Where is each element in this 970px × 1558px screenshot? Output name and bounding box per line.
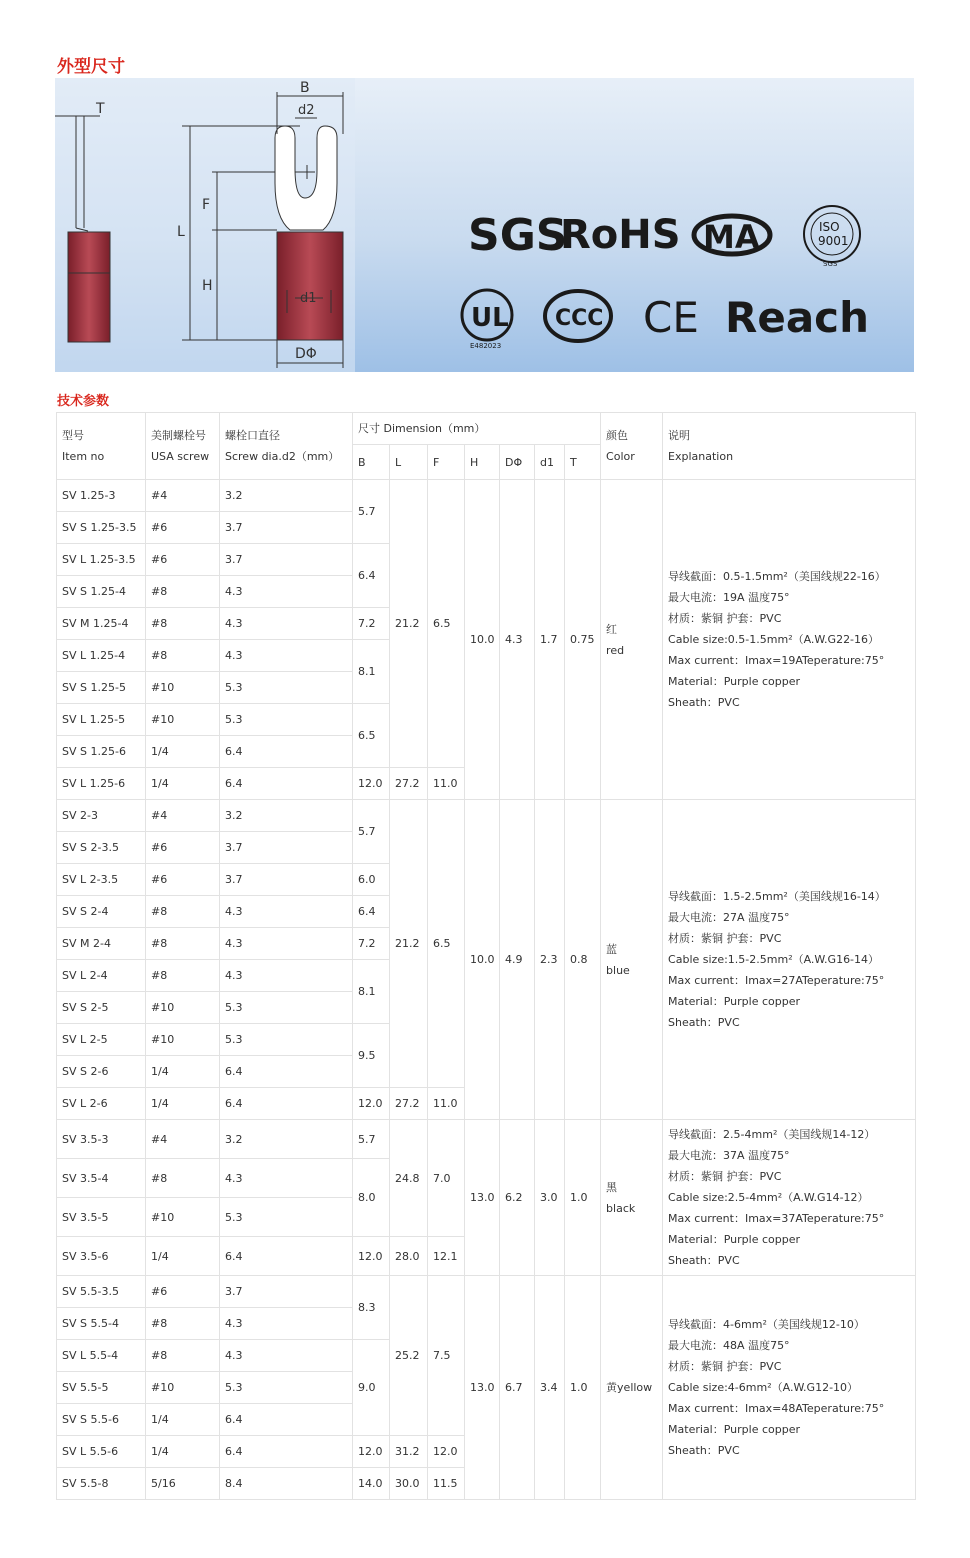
- explanation-cell: 导线截面：1.5-2.5mm²（美国线规16-14） 最大电流：27A 温度75° 材质：紫铜 护套：PVC Cable size:1.5-2.5mm²（A.W.G16-14） Max current：Imax=27ATeperature:75° Material：Purple copper Sheath：PVC: [663, 800, 916, 1120]
- B-cell: 8.3: [353, 1276, 390, 1340]
- item-cell: SV S 5.5-4: [57, 1308, 146, 1340]
- ma-logo: [694, 216, 770, 256]
- table-row: [57, 800, 916, 832]
- usa-cell: #8: [146, 1340, 220, 1372]
- header-explanation: 说明 Explanation: [663, 413, 916, 480]
- header-T: T: [565, 445, 601, 480]
- L-cell: 21.2: [390, 480, 428, 768]
- F-cell: 7.0: [428, 1120, 465, 1237]
- B-cell: 6.4: [353, 544, 390, 608]
- usa-cell: #6: [146, 512, 220, 544]
- item-cell: SV 3.5-3: [57, 1120, 146, 1159]
- dimension-banner: [55, 78, 914, 372]
- item-cell: SV 1.25-3: [57, 480, 146, 512]
- header-dimension: 尺寸 Dimension（mm）: [353, 413, 601, 445]
- item-cell: SV L 2-4: [57, 960, 146, 992]
- item-cell: SV S 1.25-5: [57, 672, 146, 704]
- header-color: 颜色 Color: [601, 413, 663, 480]
- B-cell: 8.1: [353, 640, 390, 704]
- screw-cell: 3.2: [220, 1120, 353, 1159]
- item-cell: SV 5.5-8: [57, 1468, 146, 1500]
- header-L: L: [390, 445, 428, 480]
- label-T: T: [96, 101, 105, 117]
- screw-cell: 4.3: [220, 1308, 353, 1340]
- B-cell: 6.0: [353, 864, 390, 896]
- B-cell: 12.0: [353, 1237, 390, 1276]
- label-B: B: [300, 80, 310, 96]
- B-cell: 6.4: [353, 896, 390, 928]
- usa-cell: #10: [146, 1372, 220, 1404]
- L-cell: 28.0: [390, 1237, 428, 1276]
- usa-cell: #4: [146, 1120, 220, 1159]
- D-cell: 6.2: [500, 1120, 535, 1276]
- screw-cell: 3.7: [220, 544, 353, 576]
- header-F: F: [428, 445, 465, 480]
- screw-cell: 3.7: [220, 512, 353, 544]
- usa-cell: 1/4: [146, 1088, 220, 1120]
- item-cell: SV S 1.25-4: [57, 576, 146, 608]
- screw-cell: 6.4: [220, 1237, 353, 1276]
- screw-cell: 6.4: [220, 1056, 353, 1088]
- B-cell: 12.0: [353, 768, 390, 800]
- F-cell: 7.5: [428, 1276, 465, 1436]
- D-cell: 4.9: [500, 800, 535, 1120]
- usa-cell: 1/4: [146, 1404, 220, 1436]
- B-cell: 7.2: [353, 608, 390, 640]
- usa-cell: #10: [146, 992, 220, 1024]
- d1-cell: 3.4: [535, 1276, 565, 1500]
- usa-cell: #6: [146, 832, 220, 864]
- d1-cell: 2.3: [535, 800, 565, 1120]
- item-cell: SV S 2-4: [57, 896, 146, 928]
- usa-cell: #4: [146, 480, 220, 512]
- d1-cell: 1.7: [535, 480, 565, 800]
- item-cell: SV M 2-4: [57, 928, 146, 960]
- header-usa-screw: 美制螺栓号 USA screw: [146, 413, 220, 480]
- spec-table: [56, 412, 916, 1500]
- item-cell: SV S 1.25-6: [57, 736, 146, 768]
- item-cell: SV S 1.25-3.5: [57, 512, 146, 544]
- ul-logo-code: E482023: [470, 342, 502, 350]
- screw-cell: 4.3: [220, 928, 353, 960]
- item-cell: SV M 1.25-4: [57, 608, 146, 640]
- screw-cell: 5.3: [220, 1024, 353, 1056]
- item-cell: SV 5.5-3.5: [57, 1276, 146, 1308]
- explanation-cell: 导线截面：4-6mm²（美国线规12-10） 最大电流：48A 温度75° 材质：紫铜 护套：PVC Cable size:4-6mm²（A.W.G12-10） Max current：Imax=48ATeperature:75° Material：Purple copper Sheath：PVC: [663, 1276, 916, 1500]
- usa-cell: 5/16: [146, 1468, 220, 1500]
- screw-cell: 6.4: [220, 1436, 353, 1468]
- item-cell: SV S 5.5-6: [57, 1404, 146, 1436]
- B-cell: 9.5: [353, 1024, 390, 1088]
- color-cell: 黑 black: [601, 1120, 663, 1276]
- F-cell: 11.5: [428, 1468, 465, 1500]
- usa-cell: #8: [146, 640, 220, 672]
- usa-cell: 1/4: [146, 1056, 220, 1088]
- usa-cell: #6: [146, 1276, 220, 1308]
- screw-cell: 8.4: [220, 1468, 353, 1500]
- usa-cell: #8: [146, 896, 220, 928]
- item-cell: SV L 1.25-4: [57, 640, 146, 672]
- header-screw-dia: 螺栓口直径 Screw dia.d2（mm）: [220, 413, 353, 480]
- B-cell: 5.7: [353, 480, 390, 544]
- screw-cell: 3.7: [220, 832, 353, 864]
- item-cell: SV L 1.25-3.5: [57, 544, 146, 576]
- H-cell: 13.0: [465, 1276, 500, 1500]
- B-cell: 7.2: [353, 928, 390, 960]
- screw-cell: 4.3: [220, 576, 353, 608]
- L-cell: 30.0: [390, 1468, 428, 1500]
- item-cell: SV L 1.25-5: [57, 704, 146, 736]
- item-cell: SV 2-3: [57, 800, 146, 832]
- item-cell: SV L 1.25-6: [57, 768, 146, 800]
- ce-logo: CE: [643, 293, 699, 342]
- usa-cell: #8: [146, 1159, 220, 1198]
- D-cell: 4.3: [500, 480, 535, 800]
- label-F: F: [202, 197, 211, 213]
- section-title-specs: 技术参数: [57, 394, 110, 409]
- item-cell: SV L 2-3.5: [57, 864, 146, 896]
- screw-cell: 3.2: [220, 800, 353, 832]
- label-d2: d2: [298, 103, 315, 118]
- color-cell: 红 red: [601, 480, 663, 800]
- screw-cell: 5.3: [220, 1198, 353, 1237]
- iso-logo-sgs: SGS: [823, 260, 838, 268]
- d1-cell: 3.0: [535, 1120, 565, 1276]
- L-cell: 24.8: [390, 1120, 428, 1237]
- label-H: H: [202, 278, 213, 294]
- L-cell: 27.2: [390, 1088, 428, 1120]
- item-cell: SV L 2-5: [57, 1024, 146, 1056]
- B-cell: 8.0: [353, 1159, 390, 1237]
- color-cell: 蓝 blue: [601, 800, 663, 1120]
- B-cell: 5.7: [353, 1120, 390, 1159]
- screw-cell: 6.4: [220, 736, 353, 768]
- screw-cell: 5.3: [220, 704, 353, 736]
- H-cell: 10.0: [465, 800, 500, 1120]
- B-cell: 6.5: [353, 704, 390, 768]
- T-cell: 1.0: [565, 1120, 601, 1276]
- item-cell: SV L 2-6: [57, 1088, 146, 1120]
- header-d1: d1: [535, 445, 565, 480]
- item-cell: SV 5.5-5: [57, 1372, 146, 1404]
- usa-cell: #8: [146, 576, 220, 608]
- usa-cell: #10: [146, 1198, 220, 1237]
- B-cell: 9.0: [353, 1340, 390, 1436]
- explanation-cell: 导线截面：2.5-4mm²（美国线规14-12） 最大电流：37A 温度75° 材质：紫铜 护套：PVC Cable size:2.5-4mm²（A.W.G14-12） Max current：Imax=37ATeperature:75° Material：Purple copper Sheath：PVC: [663, 1120, 916, 1276]
- B-cell: 12.0: [353, 1436, 390, 1468]
- L-cell: 21.2: [390, 800, 428, 1088]
- label-D: DΦ: [295, 346, 317, 362]
- usa-cell: #6: [146, 864, 220, 896]
- usa-cell: #10: [146, 704, 220, 736]
- item-cell: SV L 5.5-4: [57, 1340, 146, 1372]
- F-cell: 11.0: [428, 1088, 465, 1120]
- L-cell: 27.2: [390, 768, 428, 800]
- F-cell: 11.0: [428, 768, 465, 800]
- usa-cell: #10: [146, 672, 220, 704]
- D-cell: 6.7: [500, 1276, 535, 1500]
- item-cell: SV L 5.5-6: [57, 1436, 146, 1468]
- screw-cell: 3.7: [220, 864, 353, 896]
- usa-cell: #6: [146, 544, 220, 576]
- H-cell: 13.0: [465, 1120, 500, 1276]
- L-cell: 25.2: [390, 1276, 428, 1436]
- ma-logo-text: MA: [703, 218, 760, 256]
- usa-cell: 1/4: [146, 1237, 220, 1276]
- screw-cell: 4.3: [220, 640, 353, 672]
- rohs-logo: RoHS: [560, 212, 681, 258]
- screw-cell: 3.7: [220, 1276, 353, 1308]
- screw-cell: 4.3: [220, 896, 353, 928]
- screw-cell: 5.3: [220, 672, 353, 704]
- L-cell: 31.2: [390, 1436, 428, 1468]
- screw-cell: 6.4: [220, 1404, 353, 1436]
- section-title-dimensions: 外型尺寸: [57, 57, 125, 77]
- T-cell: 0.8: [565, 800, 601, 1120]
- header-B: B: [353, 445, 390, 480]
- H-cell: 10.0: [465, 480, 500, 800]
- usa-cell: #8: [146, 1308, 220, 1340]
- iso-logo-text: ISO: [819, 220, 840, 234]
- header-D: DΦ: [500, 445, 535, 480]
- screw-cell: 5.3: [220, 992, 353, 1024]
- usa-cell: #8: [146, 608, 220, 640]
- screw-cell: 4.3: [220, 1340, 353, 1372]
- header-H: H: [465, 445, 500, 480]
- F-cell: 6.5: [428, 480, 465, 768]
- T-cell: 1.0: [565, 1276, 601, 1500]
- B-cell: 8.1: [353, 960, 390, 1024]
- F-cell: 6.5: [428, 800, 465, 1088]
- item-cell: SV S 2-3.5: [57, 832, 146, 864]
- item-cell: SV 3.5-4: [57, 1159, 146, 1198]
- table-row: [57, 1120, 916, 1159]
- screw-cell: 6.4: [220, 1088, 353, 1120]
- usa-cell: 1/4: [146, 1436, 220, 1468]
- screw-cell: 4.3: [220, 608, 353, 640]
- item-cell: SV 3.5-6: [57, 1237, 146, 1276]
- reach-logo: Reach: [725, 293, 869, 342]
- usa-cell: 1/4: [146, 736, 220, 768]
- usa-cell: #8: [146, 960, 220, 992]
- B-cell: 12.0: [353, 1088, 390, 1120]
- T-cell: 0.75: [565, 480, 601, 800]
- table-row: [57, 480, 916, 512]
- usa-cell: #8: [146, 928, 220, 960]
- table-row: [57, 1276, 916, 1308]
- item-cell: SV S 2-6: [57, 1056, 146, 1088]
- ccc-logo-text: CCC: [555, 306, 604, 331]
- screw-cell: 4.3: [220, 1159, 353, 1198]
- item-cell: SV S 2-5: [57, 992, 146, 1024]
- ul-logo-text: UL: [471, 303, 509, 333]
- usa-cell: #4: [146, 800, 220, 832]
- usa-cell: #10: [146, 1024, 220, 1056]
- explanation-cell: 导线截面：0.5-1.5mm²（美国线规22-16） 最大电流：19A 温度75° 材质：紫铜 护套：PVC Cable size:0.5-1.5mm²（A.W.G22-16） Max current：Imax=19ATeperature:75° Material：Purple copper Sheath：PVC: [663, 480, 916, 800]
- header-item: 型号 Item no: [57, 413, 146, 480]
- F-cell: 12.0: [428, 1436, 465, 1468]
- item-cell: SV 3.5-5: [57, 1198, 146, 1237]
- iso-logo-number: 9001: [818, 234, 849, 248]
- usa-cell: 1/4: [146, 768, 220, 800]
- color-cell: 黄yellow: [601, 1276, 663, 1500]
- F-cell: 12.1: [428, 1237, 465, 1276]
- B-cell: 14.0: [353, 1468, 390, 1500]
- B-cell: 5.7: [353, 800, 390, 864]
- label-L: L: [177, 224, 185, 240]
- screw-cell: 4.3: [220, 960, 353, 992]
- label-d1: d1: [300, 291, 317, 306]
- sgs-logo: SGS: [468, 210, 568, 261]
- screw-cell: 5.3: [220, 1372, 353, 1404]
- screw-cell: 3.2: [220, 480, 353, 512]
- screw-cell: 6.4: [220, 768, 353, 800]
